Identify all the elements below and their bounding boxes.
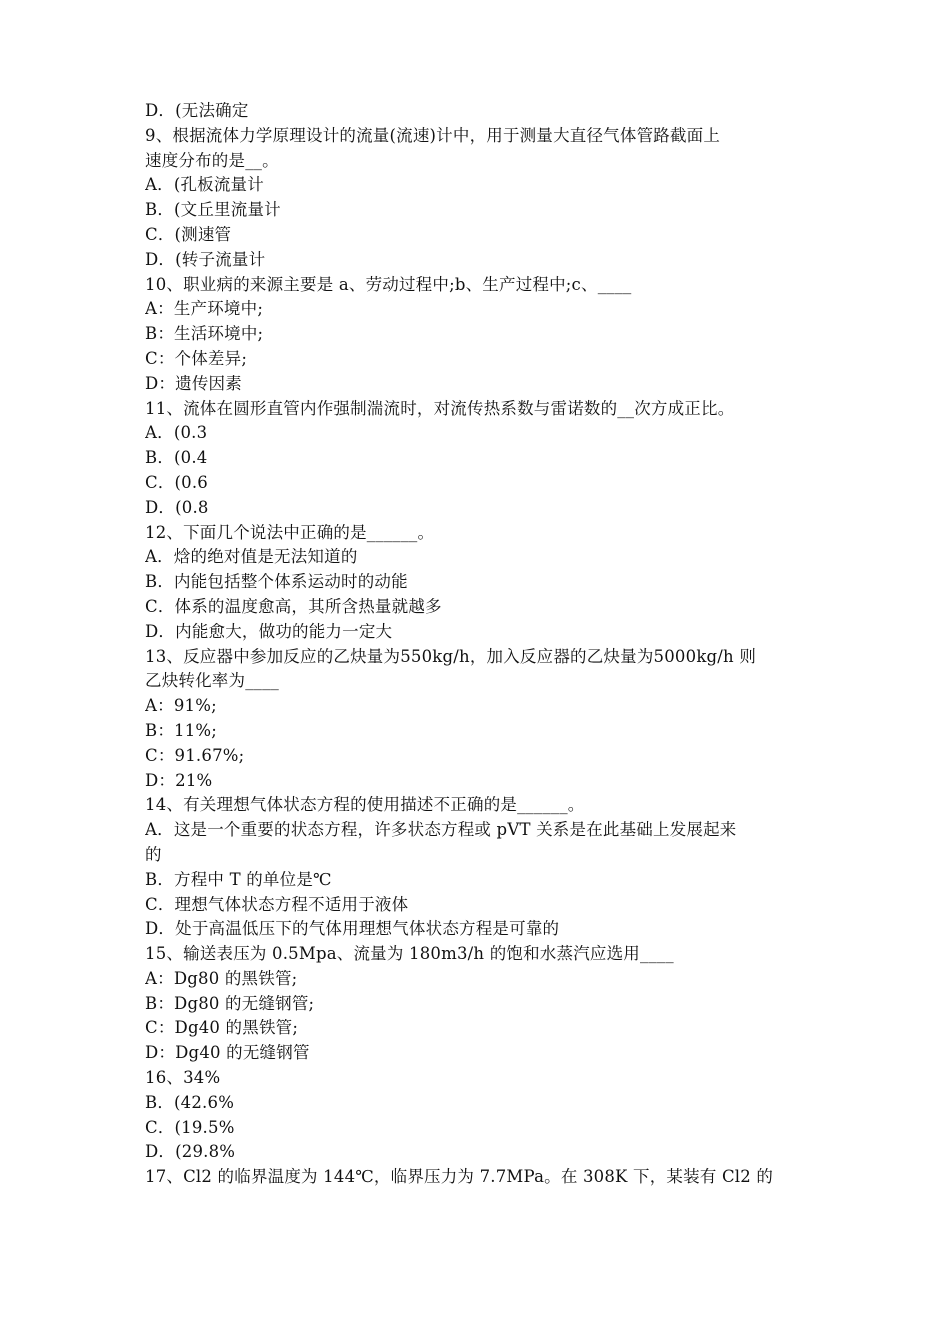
option-line: A．焓的绝对值是无法知道的 <box>145 547 358 567</box>
option-line: D．(0.8 <box>145 497 209 517</box>
option-line: C．(19.5% <box>145 1117 235 1137</box>
option-line: A：生产环境中; <box>145 299 264 319</box>
question-12: 12、下面几个说法中正确的是______。 <box>145 522 435 542</box>
question-14: 14、有关理想气体状态方程的使用描述不正确的是______。 <box>145 795 585 815</box>
option-line: B．方程中 T 的单位是℃ <box>145 869 332 889</box>
option-line: C．理想气体状态方程不适用于液体 <box>145 894 409 914</box>
question-11: 11、流体在圆形直管内作强制湍流时，对流传热系数与雷诺数的__次方成正比。 <box>145 398 735 418</box>
option-line: B：11%; <box>145 720 218 740</box>
option-line: B：生活环境中; <box>145 324 264 344</box>
question-17: 17、Cl2 的临界温度为 144℃，临界压力为 7.7MPa。在 308K 下，某装有 Cl2 的 <box>145 1167 774 1187</box>
option-line: D．(转子流量计 <box>145 249 266 269</box>
option-line: C：91.67%; <box>145 745 245 765</box>
option-line: D：21% <box>145 770 213 790</box>
option-line: D．内能愈大，做功的能力一定大 <box>145 621 393 641</box>
option-line: A：91%; <box>145 696 217 716</box>
option-line: C．(测速管 <box>145 224 232 244</box>
option-line: C：个体差异; <box>145 348 248 368</box>
document-body <box>145 99 810 1190</box>
question-10: 10、职业病的来源主要是 a、劳动过程中;b、生产过程中;c、____ <box>145 274 632 294</box>
option-line: B．内能包括整个体系运动时的动能 <box>145 572 408 592</box>
question-15: 15、输送表压为 0.5Mpa、流量为 180m3/h 的饱和水蒸汽应选用____ <box>145 944 674 964</box>
option-line: B：Dg80 的无缝钢管; <box>145 993 315 1013</box>
question-13-line-2: 乙炔转化率为____ <box>145 671 279 691</box>
option-line: A．(孔板流量计 <box>145 175 264 195</box>
option-line: A：Dg80 的黑铁管; <box>145 968 298 988</box>
option-line: B．(0.4 <box>145 448 208 468</box>
option-line: D．(无法确定 <box>145 101 249 120</box>
option-line: C：Dg40 的黑铁管; <box>145 1018 299 1038</box>
option-line: D．处于高温低压下的气体用理想气体状态方程是可靠的 <box>145 919 560 939</box>
option-line: C．(0.6 <box>145 472 209 492</box>
option-line: A．这是一个重要的状态方程，许多状态方程或 pVT 关系是在此基础上发展起来 <box>145 820 737 840</box>
option-line: D：Dg40 的无缝钢管 <box>145 1043 310 1063</box>
option-line: C．体系的温度愈高，其所含热量就越多 <box>145 596 442 616</box>
option-line: B．(42.6% <box>145 1092 235 1112</box>
option-line: D．(29.8% <box>145 1142 236 1162</box>
option-line: A．(0.3 <box>145 423 208 443</box>
option-line: D：遗传因素 <box>145 373 242 393</box>
question-16: 16、34% <box>145 1068 221 1088</box>
question-9-line-1: 9、根据流体力学原理设计的流量(流速)计中，用于测量大直径气体管路截面上 <box>145 125 721 145</box>
question-13-line-1: 13、反应器中参加反应的乙炔量为550kg/h，加入反应器的乙炔量为5000kg/h 则 <box>145 646 757 666</box>
question-9-line-2: 速度分布的是__。 <box>145 150 279 170</box>
option-line-continued: 的 <box>145 844 162 864</box>
option-line: B．(文丘里流量计 <box>145 200 281 220</box>
